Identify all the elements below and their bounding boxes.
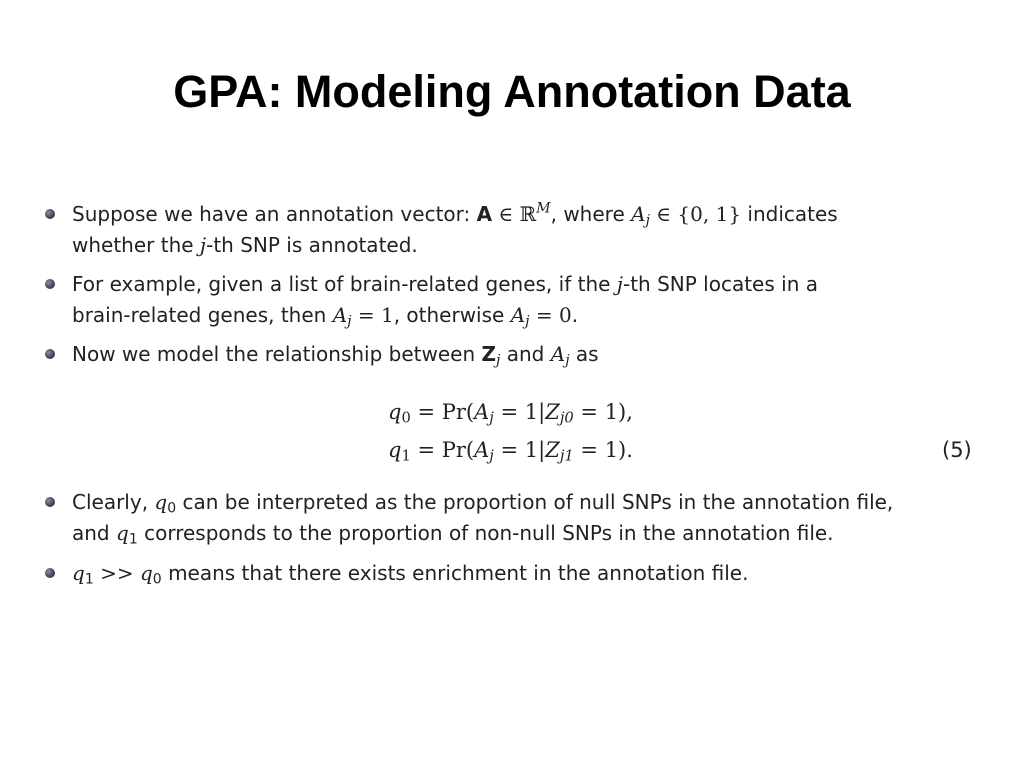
bullet-text: indicates [747, 202, 838, 226]
bullet-text: . [571, 303, 579, 327]
bullet-text: means that there exists enrichment in the annotation file. [168, 561, 749, 585]
bullet-text: Suppose we have an annotation vector: [72, 202, 471, 226]
bullet-annotation-vector: Suppose we have an annotation vector: A ∈ ℝ$^M$, where $A_j$ ∈ {0, 1} indicates whether the j-th SNP is annotated. [72, 199, 992, 261]
bullet-text: brain-related genes, then [72, 303, 327, 327]
equation-number: (5) [942, 438, 972, 462]
bullet-text: -th SNP is annotated. [206, 233, 418, 257]
bullet-text: whether the [72, 233, 194, 257]
bullet-interpretation: Clearly, $q_0$ can be interpreted as the proportion of null SNPs in the annotation file, and $q_1$ corresponds to the proportion of non-null SNPs in the annotation file. [72, 487, 992, 549]
bullet-text: and [72, 521, 110, 545]
bullet-text: as [575, 342, 599, 366]
bullet-text: , where [550, 202, 625, 226]
bullet-model-relationship: Now we model the relationship between $Z_j$ and $A_j$ as [72, 339, 992, 370]
bullet-text: Clearly, [72, 490, 149, 514]
bullet-enrichment: $q_1 >> q_0$ means that there exists enrichment in the annotation file. [72, 558, 992, 589]
bullet-example: For example, given a list of brain-related genes, if the j-th SNP locates in a brain-related genes, then $A_j = 1$, otherwise $A_j = 0$. [72, 269, 992, 331]
bullet-text: , otherwise [393, 303, 505, 327]
bullet-text: Now we model the relationship between [72, 342, 476, 366]
bullet-text: and [506, 342, 545, 366]
bullet-text: corresponds to the proportion of non-null SNPs in the annotation file. [144, 521, 834, 545]
bullet-text: -th SNP locates in a [623, 272, 818, 296]
slide-title: GPA: Modeling Annotation Data [173, 66, 851, 117]
equation-q1: $q_1 = Pr(A_j = 1|Z_{j1} = 1)$. [388, 438, 633, 465]
bullet-text: can be interpreted as the proportion of null SNPs in the annotation file, [182, 490, 894, 514]
equation-q0: $q_0 = Pr(A_j = 1|Z_{j0} = 1)$, [388, 400, 633, 427]
bullet-text: For example, given a list of brain-related genes, if the [72, 272, 611, 296]
